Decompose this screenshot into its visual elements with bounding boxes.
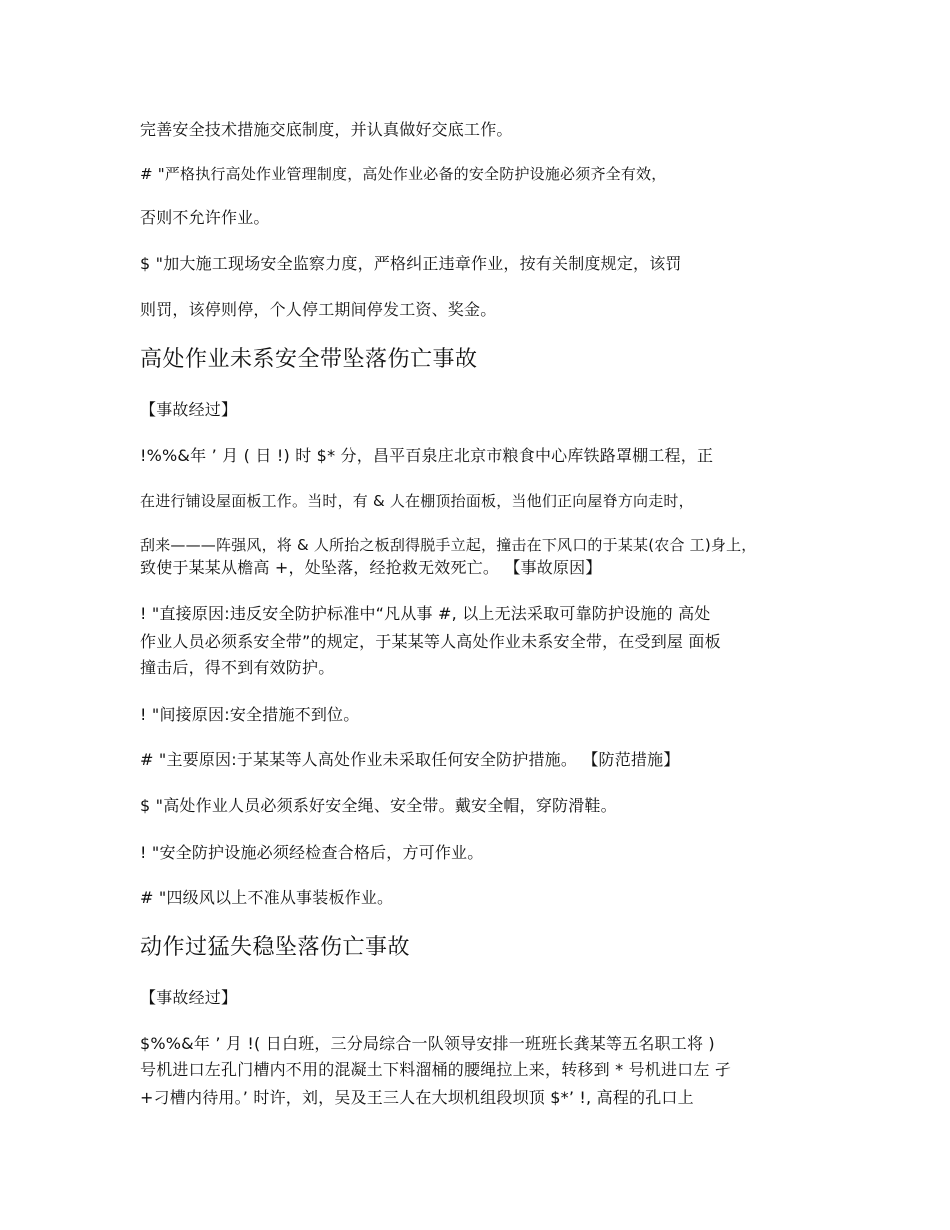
accident-process-line: 刮来———阵强风，将 & 人所抬之板刮得脱手立起，撞击在下风口的于某某(农合 工)身上， <box>140 536 757 554</box>
accident-process-line: +刁槽内待用。’ 时许，刘，吴及王三人在大坝机组段坝顶 $*’ !, 高程的孔口上 <box>140 1088 694 1107</box>
accident-process-line: 在进行铺设屋面板工作。当时，有 & 人在棚顶抬面板，当他们正向屋脊方向走时， <box>140 492 694 510</box>
prevention-measure: # "四级风以上不准从事装板作业。 <box>140 888 394 907</box>
paragraph-safety-disclosure: 完善安全技术措施交底制度，并认真做好交底工作。 <box>140 120 513 139</box>
paragraph-supervision: $ "加大施工现场安全监察力度，严格纠正违章作业，按有关制度规定，该罚 <box>140 254 682 273</box>
section-title-loss-of-balance: 动作过猛失稳坠落伤亡事故 <box>140 935 411 960</box>
accident-cause-line: 撞击后，得不到有效防护。 <box>140 658 335 677</box>
paragraph-penalty: 则罚，该停则停，个人停工期间停发工资、奖金。 <box>140 300 497 319</box>
accident-cause-line: ! "直接原因:违反安全防护标准中“凡从事 #, 以上无法采取可靠防护设施的 高处 <box>140 604 711 623</box>
accident-process-line: 号机进口左孔门槽内不用的混凝土下料溜桶的腰绳拉上来，转移到 * 号机进口左 孑 <box>140 1060 732 1079</box>
prevention-measure: $ "高处作业人员必须系好安全绳、安全带。戴安全帽，穿防滑鞋。 <box>140 796 617 815</box>
paragraph-no-work-allowed: 否则不允许作业。 <box>140 208 270 227</box>
prevention-measure: ! "安全防护设施必须经检查合格后，方可作业。 <box>140 843 484 862</box>
accident-process-line: 致使于某某从檐高 +，处坠落，经抢救无效死亡。 【事故原因】 <box>140 558 602 577</box>
label-accident-process: 【事故经过】 <box>140 988 238 1007</box>
accident-process-line: !%%&年 ’ 月 ( 日 !) 时 $* 分，昌平百泉庄北京市粮食中心库铁路罩棚工程，正 <box>140 446 714 465</box>
indirect-cause: ! "间接原因:安全措施不到位。 <box>140 705 360 724</box>
accident-process-line: $%%&年 ’ 月 !( 日白班，三分局综合一队领导安排一班班长龚某等五名职工将 ) <box>140 1034 715 1053</box>
paragraph-height-work-rule: # "严格执行高处作业管理制度，高处作业必备的安全防护设施必须齐全有效， <box>140 165 667 183</box>
accident-cause-line: 作业人员必须系安全带”的规定，于某某等人高处作业未系安全带，在受到屋 面板 <box>140 632 721 651</box>
section-title-no-safety-belt: 高处作业未系安全带坠落伤亡事故 <box>140 347 478 372</box>
main-cause: # "主要原因:于某某等人高处作业未采取任何安全防护措施。 【防范措施】 <box>140 750 680 769</box>
label-accident-process: 【事故经过】 <box>140 400 238 419</box>
